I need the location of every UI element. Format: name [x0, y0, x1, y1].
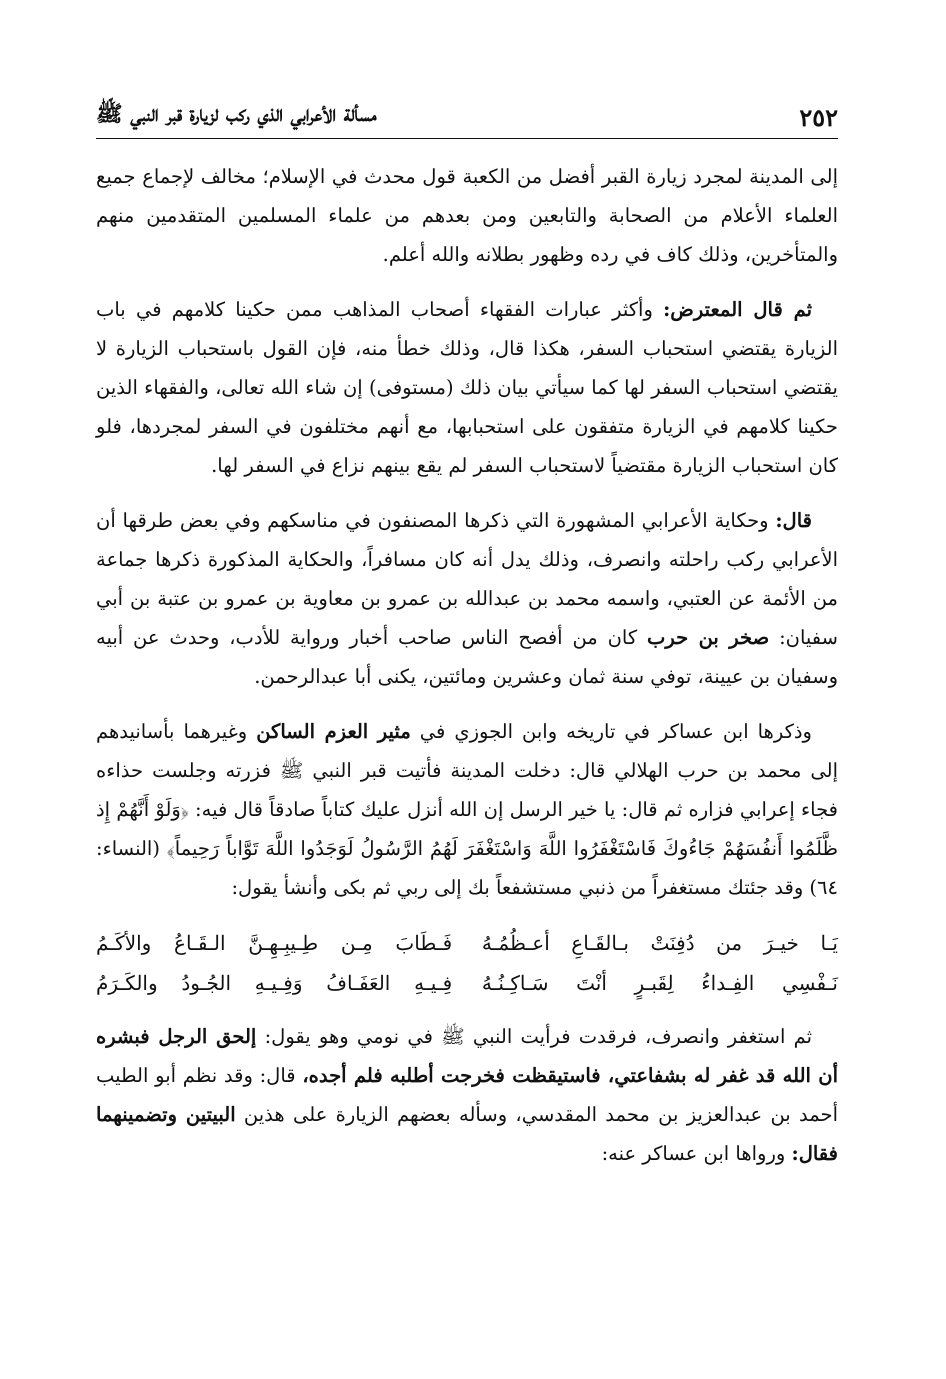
paragraph-2	[96, 290, 838, 485]
page-number: ٢٥٢	[799, 103, 838, 132]
poem-hemistich-right: يَـا خيـرَ من دُفِنَتْ بـالقَـاعِ أعـظُمُـهُ	[481, 931, 838, 955]
paragraph-4-text-a: وذكرها ابن عساكر في تاريخه وابن الجوزي في	[410, 720, 812, 743]
header-rule	[96, 138, 838, 139]
poem	[96, 923, 838, 1003]
poem-hemistich-left: فَـطَابَ مِـن طِـيبِـهِـنَّ الـقَـاعُ والأكَـمُ	[96, 931, 453, 955]
poem-hemistich-right: نَـفْسِي الفِـداءُ لِقَبـرٍ أنْتَ سَـاكِـنُـهُ	[481, 971, 838, 995]
paragraph-5-bold-b: البيتين وتضمينهما فقال:	[96, 1103, 838, 1165]
paragraph-3-text-b: كان من أفصح الناس صاحب أخبار ورواية للأدب، وحدث عن أبيه وسفيان بن عيينة، توفي سنة ثمان وعشرين ومائتين، يكنى أبا عبدالرحمن.	[96, 626, 838, 688]
document-page	[96, 96, 838, 1189]
paragraph-5-text-c: ورواها ابن عساكر عنه:	[601, 1142, 792, 1165]
paragraph-3-lead: قال:	[775, 509, 812, 532]
poem-hemistich-left: فِـيـهِ العَفَـافُ وَفِـيـهِ الجُـودُ والكَـرَمُ	[96, 971, 453, 995]
paragraph-5	[96, 1017, 838, 1173]
paragraph-5-text-b: قال: وقد نظم أبو الطيب أحمد بن عبدالعزيز بن محمد المقدسي، وسأله بعضهم الزيارة على هذين	[96, 1064, 838, 1126]
paragraph-1-text: إلى المدينة لمجرد زيارة القبر أفضل من الكعبة قول محدث في الإسلام؛ مخالف لإجماع جميع العلماء الأعلام من الصحابة والتابعين ومن بعدهم من علماء المسلمين المتقدمين منهم والمتأخرين، وذلك كاف في رده وظهور بطلانه والله أعلم.	[96, 165, 838, 266]
paragraph-4-bold: مثير العزم الساكن	[256, 720, 411, 743]
paragraph-3-text-a: وحكاية الأعرابي المشهورة التي ذكرها المصنفون في مناسكهم وفي بعض طرقها أن الأعرابي ركب راحلته وانصرف، وذلك يدل أنه كان مسافراً، والحكاية المذكورة ذكرها جماعة من الأئمة عن العتبي، واسمه محمد بن عبدالله بن عمرو بن معاوية بن عمرو بن عتبة بن أبي سفيان:	[96, 509, 838, 649]
page-header	[96, 96, 838, 132]
paragraph-3-bold: صخر بن حرب	[646, 626, 770, 649]
paragraph-2-lead: ثم قال المعترض:	[663, 298, 813, 321]
paragraph-5-text-a: ثم استغفر وانصرف، فرقدت فرأيت النبي ﷺ في نومي وهو يقول:	[256, 1025, 812, 1048]
paragraph-2-text: وأكثر عبارات الفقهاء أصحاب المذاهب ممن حكينا كلامهم في باب الزيارة يقتضي استحباب السفر، هكذا قال، وذلك خطأ منه، فإن القول باستحباب الزيارة لا يقتضي استحباب السفر لها كما سيأتي بيان ذلك (مستوفى) إن شاء الله تعالى، والفقهاء الذين حكينا كلامهم في الزيارة متفقون على استحبابها، مع أنهم مختلفون في السفر لمجردها، فلو كان استحباب الزيارة مقتضياً لاستحباب السفر لم يقع بينهم نزاع في السفر لها.	[96, 298, 838, 477]
poem-line	[96, 963, 838, 1003]
paragraph-4	[96, 712, 838, 907]
paragraph-1	[96, 157, 838, 274]
paragraph-4-text-b: وغيرهما بأسانيدهم إلى محمد بن حرب الهلالي قال: دخلت المدينة فأتيت قبر النبي ﷺ فزرته وجلست حذاءه فجاء إعرابي فزاره ثم قال: يا خير الرسل إن الله أنزل عليك كتاباً صادقاً قال فيه: ﴿وَلَوْ أَنَّهُمْ إِذ ظَّلَمُوا أَنفُسَهُمْ جَاءُوكَ فَاسْتَغْفَرُوا اللَّهَ وَاسْتَغْفَرَ لَهُمُ الرَّسُولُ لَوَجَدُوا اللَّهَ تَوَّاباً رَحِيماً﴾ (النساء: ٦٤) وقد جئتك مستغفراً من ذنبي مستشفعاً بك إلى ربي ثم بكى وأنشأ يقول:	[96, 720, 838, 899]
running-title: مسألة الأعرابي الذي ركب لزيارة قبر النبي ﷺ	[96, 101, 377, 127]
paragraph-3	[96, 501, 838, 696]
poem-line	[96, 923, 838, 963]
paragraph-5-bold-a: إلحق الرجل فبشره أن الله قد غفر له بشفاعتي، فاستيقظت فخرجت أطلبه فلم أجده،	[96, 1025, 838, 1087]
